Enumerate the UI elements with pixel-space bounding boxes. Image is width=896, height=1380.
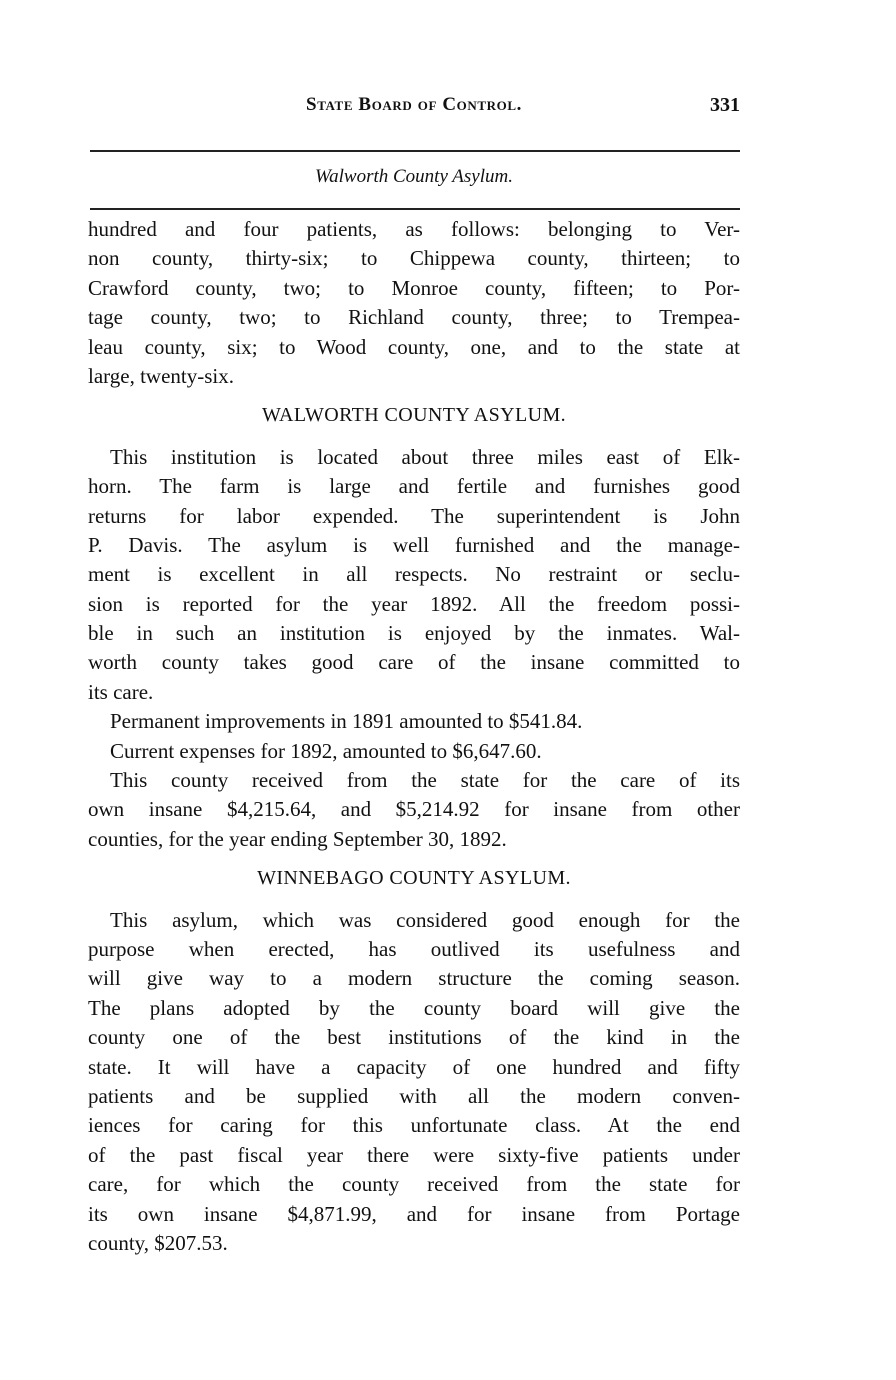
- page-number: 331: [710, 94, 740, 116]
- text-line: This county received from the state for the care of its: [110, 768, 740, 793]
- text-line: P. Davis. The asylum is well furnished and the manage-: [88, 532, 740, 557]
- spacer: [88, 854, 740, 864]
- section-subhead: Walworth County Asylum.: [315, 166, 513, 187]
- text-line: returns for labor expended. The superintendent is John: [88, 503, 740, 528]
- text-line: This institution is located about three miles east of Elk-: [110, 444, 740, 469]
- header-rule-top: [90, 150, 740, 152]
- running-head: [88, 94, 740, 122]
- text-line: horn. The farm is large and fertile and furnishes good: [88, 474, 740, 499]
- winnebago-heading: WINNEBAGO COUNTY ASYLUM.: [257, 867, 571, 890]
- text-line: own insane $4,215.64, and $5,214.92 for insane from other: [88, 797, 740, 822]
- text-line: worth county takes good care of the insane committed to: [88, 650, 740, 675]
- walworth-paragraph-2: Permanent improvements in 1891 amounted to $541.84.: [110, 709, 583, 734]
- text-line: state. It will have a capacity of one hundred and fifty: [88, 1054, 740, 1079]
- header-rule-bottom: [90, 208, 740, 210]
- winnebago-paragraph-1: [88, 906, 740, 1259]
- text-line: its care.: [88, 679, 154, 704]
- text-line: hundred and four patients, as follows: belonging to Ver-: [88, 217, 740, 241]
- text-line: This asylum, which was considered good enough for the: [110, 907, 740, 932]
- text-line: patients and be supplied with all the modern conven-: [88, 1083, 740, 1108]
- spacer: [88, 391, 740, 401]
- text-line: care, for which the county received from the state for: [88, 1172, 740, 1197]
- text-line: tage county, two; to Richland county, three; to Trempea-: [88, 305, 740, 330]
- spacer: [88, 894, 740, 906]
- text-line: of the past fiscal year there were sixty-five patients under: [88, 1142, 740, 1167]
- text-line: The plans adopted by the county board will give the: [88, 995, 740, 1020]
- text-line: ment is excellent in all respects. No restraint or seclu-: [88, 562, 740, 587]
- running-title: State Board of Control.: [306, 94, 522, 115]
- text-line: leau county, six; to Wood county, one, and to the state at: [88, 334, 740, 359]
- continuation-paragraph: [88, 215, 740, 391]
- text-line: Crawford county, two; to Monroe county, fifteen; to Por-: [88, 275, 740, 300]
- text-line: purpose when erected, has outlived its usefulness and: [88, 936, 740, 961]
- walworth-paragraph-4: [88, 766, 740, 854]
- walworth-paragraph-3: Current expenses for 1892, amounted to $6,647.60.: [110, 738, 542, 763]
- walworth-paragraph-1: [88, 443, 740, 708]
- text-line: sion is reported for the year 1892. All the freedom possi-: [88, 591, 740, 616]
- text-line: county one of the best institutions of the kind in the: [88, 1025, 740, 1050]
- walworth-heading: WALWORTH COUNTY ASYLUM.: [261, 404, 567, 427]
- spacer: [88, 431, 740, 443]
- text-line: county, $207.53.: [88, 1230, 228, 1255]
- text-line: ble in such an institution is enjoyed by the inmates. Wal-: [88, 621, 740, 646]
- text-line: large, twenty-six.: [88, 363, 234, 388]
- text-line: its own insane $4,871.99, and for insane from Portage: [88, 1201, 740, 1226]
- text-line: will give way to a modern structure the coming season.: [88, 966, 740, 991]
- body-text: [88, 215, 740, 1258]
- text-line: counties, for the year ending September 30, 1892.: [88, 826, 507, 851]
- text-line: iences for caring for this unfortunate class. At the end: [88, 1113, 740, 1138]
- text-line: non county, thirty-six; to Chippewa county, thirteen; to: [88, 246, 740, 271]
